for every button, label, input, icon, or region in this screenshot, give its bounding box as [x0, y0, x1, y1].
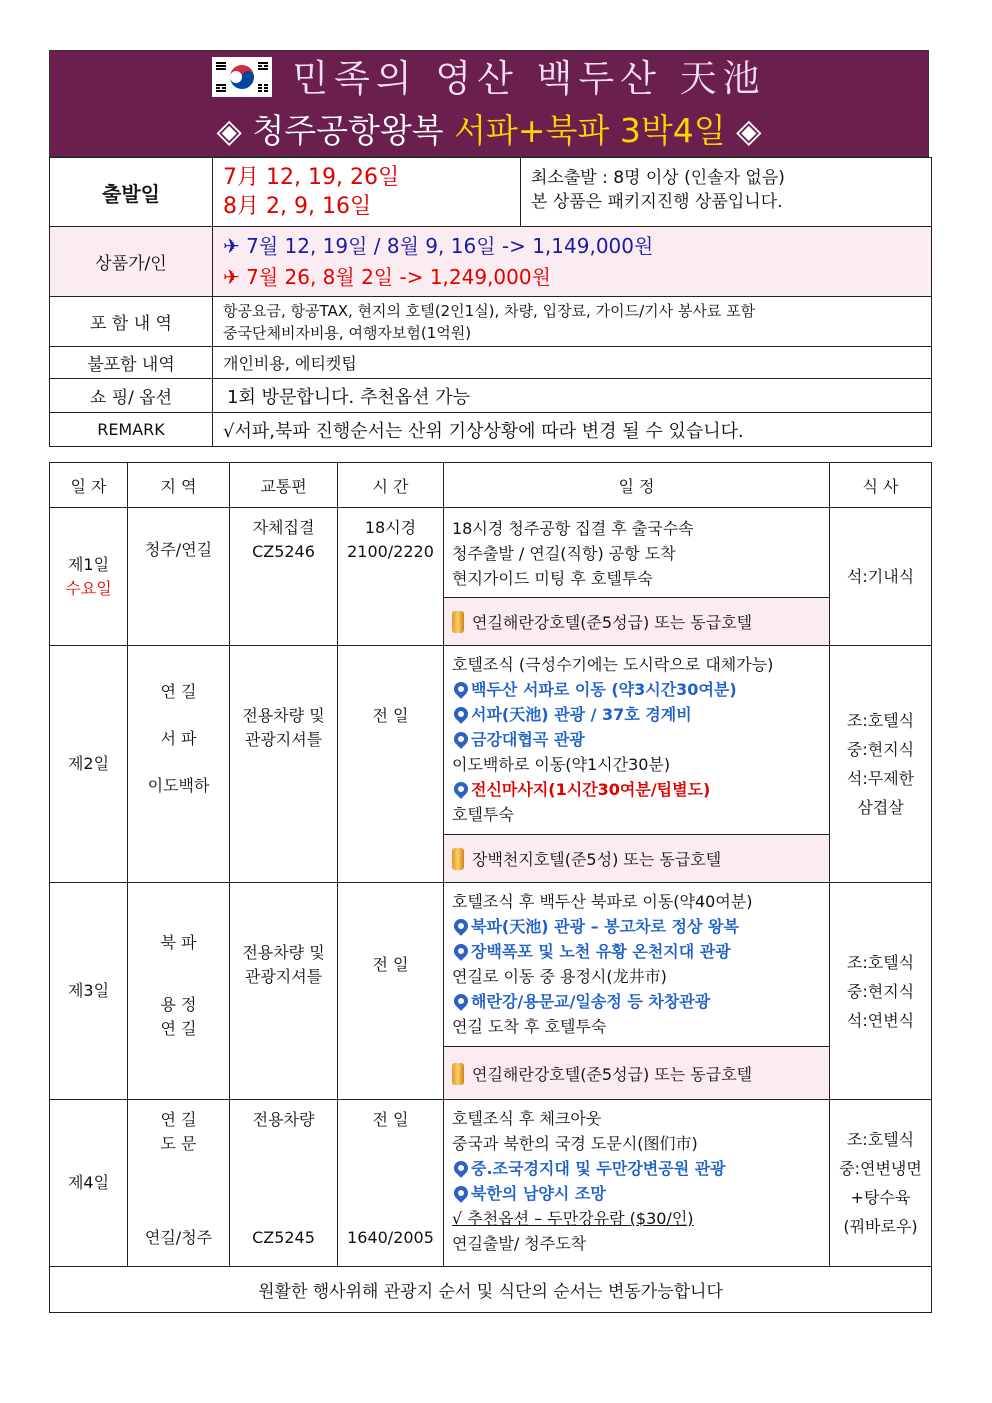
day2-region: [128, 646, 230, 883]
itinerary-header-row: [50, 463, 932, 508]
day1-item: 18시경 청주공항 집결 후 출국수속: [452, 519, 694, 538]
day1-transport-1: 자체집결: [252, 518, 315, 537]
hotel-icon: [452, 1063, 464, 1085]
subtitle-suffix: ◈: [725, 111, 762, 150]
day1-weekday: 수요일: [65, 578, 112, 598]
departure-dates-july: 7月 12, 19, 26일: [223, 165, 400, 190]
day4-items: [444, 1100, 830, 1267]
price-label: 상품가/인: [50, 227, 213, 297]
day2-highlight: [452, 702, 821, 727]
day4-lunch-extra: +탕수육: [850, 1188, 911, 1207]
day4-flight: CZ5245: [252, 1228, 315, 1247]
price-line-2: ✈ 7월 26, 8월 2일 -> 1,249,000원: [223, 264, 551, 289]
day3-breakfast: 조:호텔식: [846, 952, 915, 972]
includes-line-2: 중국단체비자비용, 여행자보험(1억원): [223, 323, 472, 342]
price-line-1: ✈ 7월 12, 19일 / 8월 9, 16일 -> 1,149,000원: [223, 233, 654, 258]
day1-date: [50, 508, 128, 646]
day1-meals: 석:기내식: [830, 508, 932, 646]
includes-row: [50, 297, 932, 347]
day2-highlight: [452, 677, 821, 702]
day1-item: 청주출발 / 연길(직항) 공항 도착: [452, 544, 676, 563]
day4-date: 제4일: [50, 1100, 128, 1267]
day2-transport-1: 전용차량 및: [242, 706, 325, 725]
day2-row: [50, 646, 932, 835]
day2-item: 호텔투숙: [452, 805, 514, 824]
product-info-table: [49, 157, 932, 447]
price-values: [213, 227, 932, 297]
day2-region-2: 서 파: [160, 729, 197, 748]
location-pin-icon: [451, 779, 471, 799]
hotel-icon: [452, 611, 464, 633]
day4-highlight: [452, 1181, 821, 1206]
day4-region: [128, 1100, 230, 1267]
day1-time-2: 2100/2220: [347, 542, 434, 561]
header-region: 지 역: [128, 463, 230, 508]
day2-hotel: [444, 835, 830, 883]
day3-transport-2: 관광지셔틀: [244, 967, 323, 986]
includes-line-1: 항공요금, 항공TAX, 현지의 호텔(2인1실), 차량, 입장료, 가이드/기사 봉사료 포함: [223, 301, 756, 320]
day3-highlight-text: 북파(天池) 관광 – 봉고차로 정상 왕복: [471, 917, 739, 936]
shopping-row: [50, 379, 932, 413]
day2-dinner-detail: 삼겹살: [857, 798, 904, 817]
day4-highlight-text: 북한의 남양시 조망: [471, 1184, 606, 1203]
day4-highlight-text: 중.조국경지대 및 두만강변공원 관광: [471, 1159, 726, 1178]
day1-hotel-name: 연길해란강호텔(준5성급) 또는 동급호텔: [472, 613, 753, 632]
day4-region-2: 도 문: [160, 1134, 197, 1153]
banner-title-row: [50, 55, 928, 103]
header-meals: 식 사: [830, 463, 932, 508]
day3-region-2: 용 정: [160, 995, 197, 1014]
day4-lunch: 중:연변냉면: [839, 1159, 922, 1178]
day2-transport-2: 관광지셔틀: [244, 730, 323, 749]
day1-region: 청주/연길: [128, 508, 230, 646]
shopping-value: 1회 방문합니다. 추천옵션 가능: [213, 379, 932, 413]
day4-transport-1: 전용차량: [252, 1110, 315, 1129]
day4-option: √ 추천옵션 – 두만강유람 ($30/인): [452, 1209, 694, 1228]
day2-highlight-text: 금강대협곡 관광: [471, 730, 585, 749]
day2-meals: [830, 646, 932, 883]
day1-time-1: 18시경: [364, 518, 417, 537]
day2-lunch: 중:현지식: [846, 740, 915, 759]
remark-label: REMARK: [50, 413, 213, 447]
day3-region-3: 연 길: [160, 1019, 197, 1038]
day4-time-2: 1640/2005: [347, 1228, 434, 1247]
day3-transport: [230, 883, 338, 1100]
header-date: 일 자: [50, 463, 128, 508]
banner-title: 민족의 영산 백두산 天池: [292, 57, 766, 100]
day4-breakfast: 조:호텔식: [846, 1130, 915, 1149]
banner-subtitle: [50, 109, 928, 153]
location-pin-icon: [451, 1183, 471, 1203]
header-transport: 교통편: [230, 463, 338, 508]
day3-hotel-name: 연길해란강호텔(준5성급) 또는 동급호텔: [472, 1064, 753, 1084]
day1-items: [444, 508, 830, 598]
includes-label: 포 함 내 역: [50, 297, 213, 347]
day1-time: [338, 508, 444, 646]
subtitle-prefix: ◈ 청주공항왕복: [216, 111, 455, 150]
location-pin-icon: [451, 729, 471, 749]
day2-breakfast: 조:호텔식: [846, 711, 915, 730]
hotel-icon: [452, 848, 464, 870]
day2-massage-text: 전신마사지(1시간30여분/팁별도): [471, 780, 711, 799]
day1-hotel: [444, 598, 830, 646]
location-pin-icon: [451, 704, 471, 724]
excludes-label: 불포함 내역: [50, 347, 213, 379]
day1-transport: [230, 508, 338, 646]
remark-value: √서파,북파 진행순서는 산위 기상상황에 따라 변경 될 수 있습니다.: [213, 413, 932, 447]
day4-highlight: [452, 1156, 821, 1181]
day3-region-1: 북 파: [160, 933, 197, 952]
day3-highlight-text: 해란강/용문교/일송정 등 차창관광: [471, 992, 711, 1011]
day2-region-1: 연 길: [160, 682, 197, 701]
day3-row: [50, 883, 932, 1047]
title-banner: [49, 50, 929, 157]
subtitle-highlight: 서파+북파 3박4일: [454, 111, 726, 150]
day4-time: [338, 1100, 444, 1267]
day2-time: 전 일: [338, 646, 444, 883]
day2-date: 제2일: [50, 646, 128, 883]
day4-time-1: 전 일: [372, 1110, 409, 1129]
day4-item: 중국과 북한의 국경 도문시(图们市): [452, 1134, 698, 1153]
departure-dates: [213, 158, 521, 227]
day2-dinner: 석:무제한: [846, 769, 915, 788]
day3-meals: [830, 883, 932, 1100]
korea-flag-icon: [212, 57, 272, 97]
day2-items: [444, 646, 830, 835]
header-time: 시 간: [338, 463, 444, 508]
price-row: [50, 227, 932, 297]
day3-highlight: [452, 989, 821, 1014]
day3-region: [128, 883, 230, 1100]
day3-lunch: 중:현지식: [846, 981, 915, 1001]
day3-transport-1: 전용차량 및: [242, 943, 325, 962]
min-people-note: 최소출발 : 8명 이상 (인솔자 없음): [531, 168, 785, 188]
location-pin-icon: [451, 991, 471, 1011]
day2-region-3: 이도백하: [147, 776, 210, 795]
day4-region-1: 연 길: [160, 1110, 197, 1129]
day3-dinner: 석:연변식: [846, 1010, 915, 1030]
departure-label: 출발일: [50, 158, 213, 227]
itinerary-table: [49, 462, 932, 1313]
day4-lunch-detail: (꿔바로우): [843, 1217, 918, 1236]
day1-item: 현지가이드 미팅 후 호텔투숙: [452, 569, 653, 588]
day3-item: 호텔조식 후 백두산 북파로 이동(약40여분): [452, 892, 753, 911]
location-pin-icon: [451, 679, 471, 699]
departure-row: [50, 158, 932, 227]
day3-date: 제3일: [50, 883, 128, 1100]
day3-item: 연길로 이동 중 용정시(龙井市): [452, 967, 667, 986]
day4-transport: [230, 1100, 338, 1267]
day3-hotel: [444, 1047, 830, 1100]
excludes-value: 개인비용, 에티켓팁: [213, 347, 932, 379]
day2-highlight: [452, 727, 821, 752]
day3-items: [444, 883, 830, 1047]
departure-dates-august: 8月 2, 9, 16일: [223, 194, 372, 219]
remark-row: [50, 413, 932, 447]
excludes-row: [50, 347, 932, 379]
day2-highlight-text: 백두산 서파로 이동 (약3시간30여분): [471, 680, 737, 699]
day1-flight: CZ5246: [252, 542, 315, 561]
day2-hotel-name: 장백천지호텔(준5성) 또는 동급호텔: [472, 850, 722, 869]
day3-highlight: [452, 914, 821, 939]
location-pin-icon: [451, 916, 471, 936]
day3-item: 연길 도착 후 호텔투숙: [452, 1017, 607, 1036]
day4-item: 연길출발/ 청주도착: [452, 1234, 587, 1253]
day3-highlight-text: 장백폭포 및 노천 유황 온천지대 관광: [471, 942, 731, 961]
includes-value: [213, 297, 932, 347]
day3-time: 전 일: [338, 883, 444, 1100]
day3-highlight: [452, 939, 821, 964]
location-pin-icon: [451, 1158, 471, 1178]
day2-highlight-text: 서파(天池) 관광 / 37호 경계비: [471, 705, 692, 724]
day2-transport: [230, 646, 338, 883]
location-pin-icon: [451, 941, 471, 961]
footer-row: [50, 1267, 932, 1313]
day4-region-3: 연길/청주: [144, 1228, 213, 1247]
day2-item: 호텔조식 (극성수기에는 도시락으로 대체가능): [452, 655, 774, 674]
header-schedule: 일 정: [444, 463, 830, 508]
day4-row: [50, 1100, 932, 1267]
package-note: 본 상품은 패키지진행 상품입니다.: [531, 192, 783, 212]
day1-label: 제1일: [67, 554, 110, 574]
day4-item: 호텔조식 후 체크아웃: [452, 1109, 602, 1128]
day2-item: 이도백하로 이동(약1시간30분): [452, 755, 671, 774]
departure-notes: [521, 158, 932, 227]
day2-massage: [452, 777, 821, 802]
itinerary-footnote: 원활한 행사위해 관광지 순서 및 식단의 순서는 변동가능합니다: [50, 1267, 932, 1313]
day4-meals: [830, 1100, 932, 1267]
day1-row: [50, 508, 932, 598]
shopping-label: 쇼 핑/ 옵션: [50, 379, 213, 413]
